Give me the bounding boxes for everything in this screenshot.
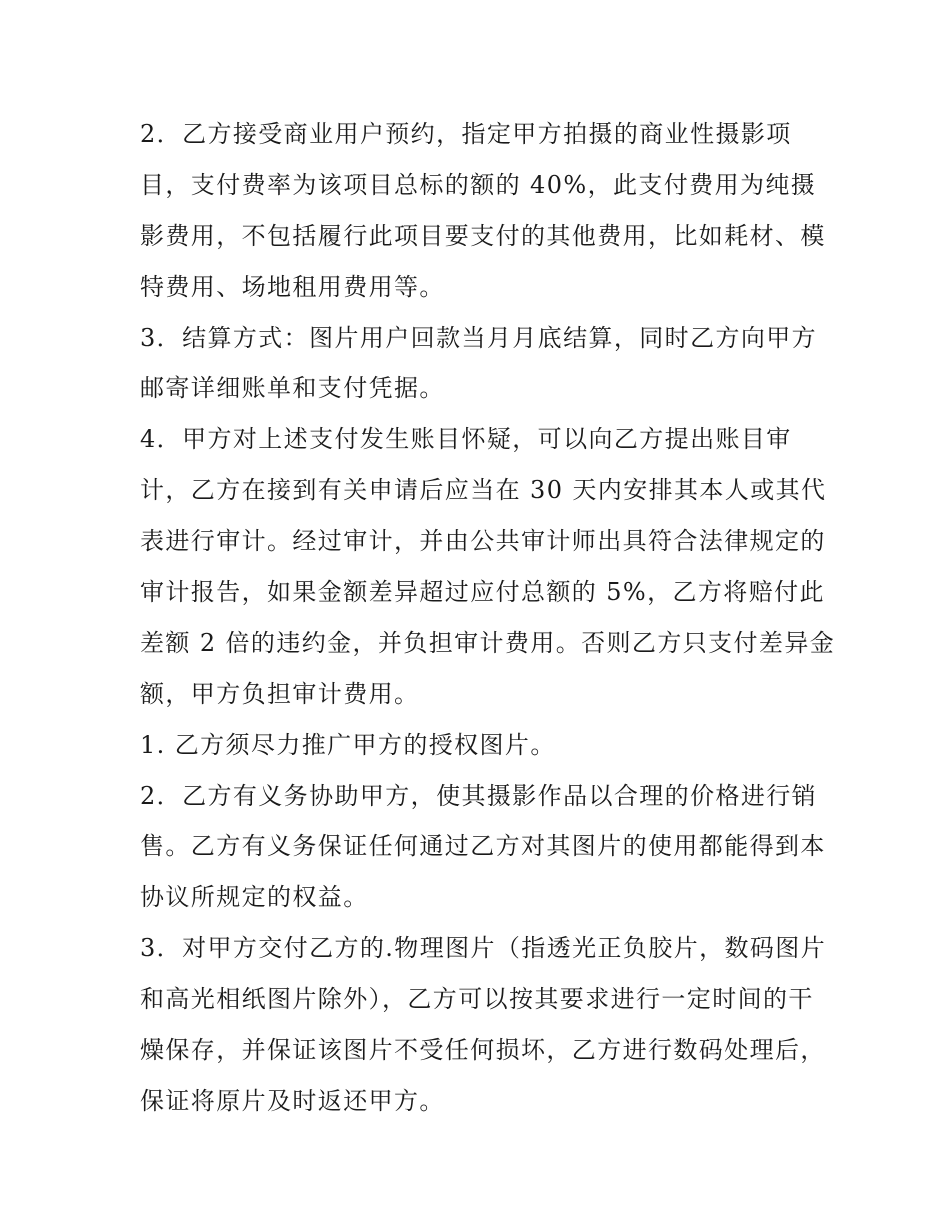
text-line: 3．结算方式：图片用户回款当月月底结算，同时乙方向甲方 — [140, 323, 818, 352]
text-line: 4．甲方对上述支付发生账目怀疑，可以向乙方提出账目审 — [140, 425, 792, 454]
text-line: 燥保存，并保证该图片不受任何损坏，乙方进行数码处理后， — [140, 1036, 826, 1065]
text-line: 1. 乙方须尽力推广甲方的授权图片。 — [140, 730, 556, 759]
contract-text — [140, 109, 836, 1127]
text-line: 2．乙方接受商业用户预约，指定甲方拍摄的商业性摄影项 — [140, 120, 792, 148]
text-line: 目，支付费率为该项目总标的额的 40%，此支付费用为纯摄 — [140, 170, 817, 199]
text-line: 邮寄详细账单和支付凭据。 — [140, 374, 445, 403]
text-line: 协议所规定的权益。 — [140, 883, 369, 912]
text-line: 售。乙方有义务保证任何通过乙方对其图片的使用都能得到本 — [140, 832, 826, 861]
text-line: 保证将原片及时返还甲方。 — [140, 1086, 445, 1115]
text-line: 3．对甲方交付乙方的.物理图片（指透光正负胶片，数码图片 — [140, 934, 827, 963]
text-line: 审计报告，如果金额差异超过应付总额的 5%，乙方将赔付此 — [140, 578, 825, 607]
text-line: 2．乙方有义务协助甲方，使其摄影作品以合理的价格进行销 — [140, 781, 818, 810]
text-line: 特费用、场地租用费用等。 — [140, 272, 445, 301]
text-line: 影费用，不包括履行此项目要支付的其他费用，比如耗材、模 — [140, 221, 826, 250]
text-line: 和高光相纸图片除外），乙方可以按其要求进行一定时间的干 — [140, 985, 814, 1014]
text-line: 额，甲方负担审计费用。 — [140, 679, 420, 708]
text-line: 表进行审计。经过审计，并由公共审计师出具符合法律规定的 — [140, 527, 826, 556]
text-line: 计，乙方在接到有关申请后应当在 30 天内安排其本人或其代 — [140, 476, 827, 505]
text-line: 差额 2 倍的违约金，并负担审计费用。否则乙方只支付差异金 — [140, 628, 836, 657]
